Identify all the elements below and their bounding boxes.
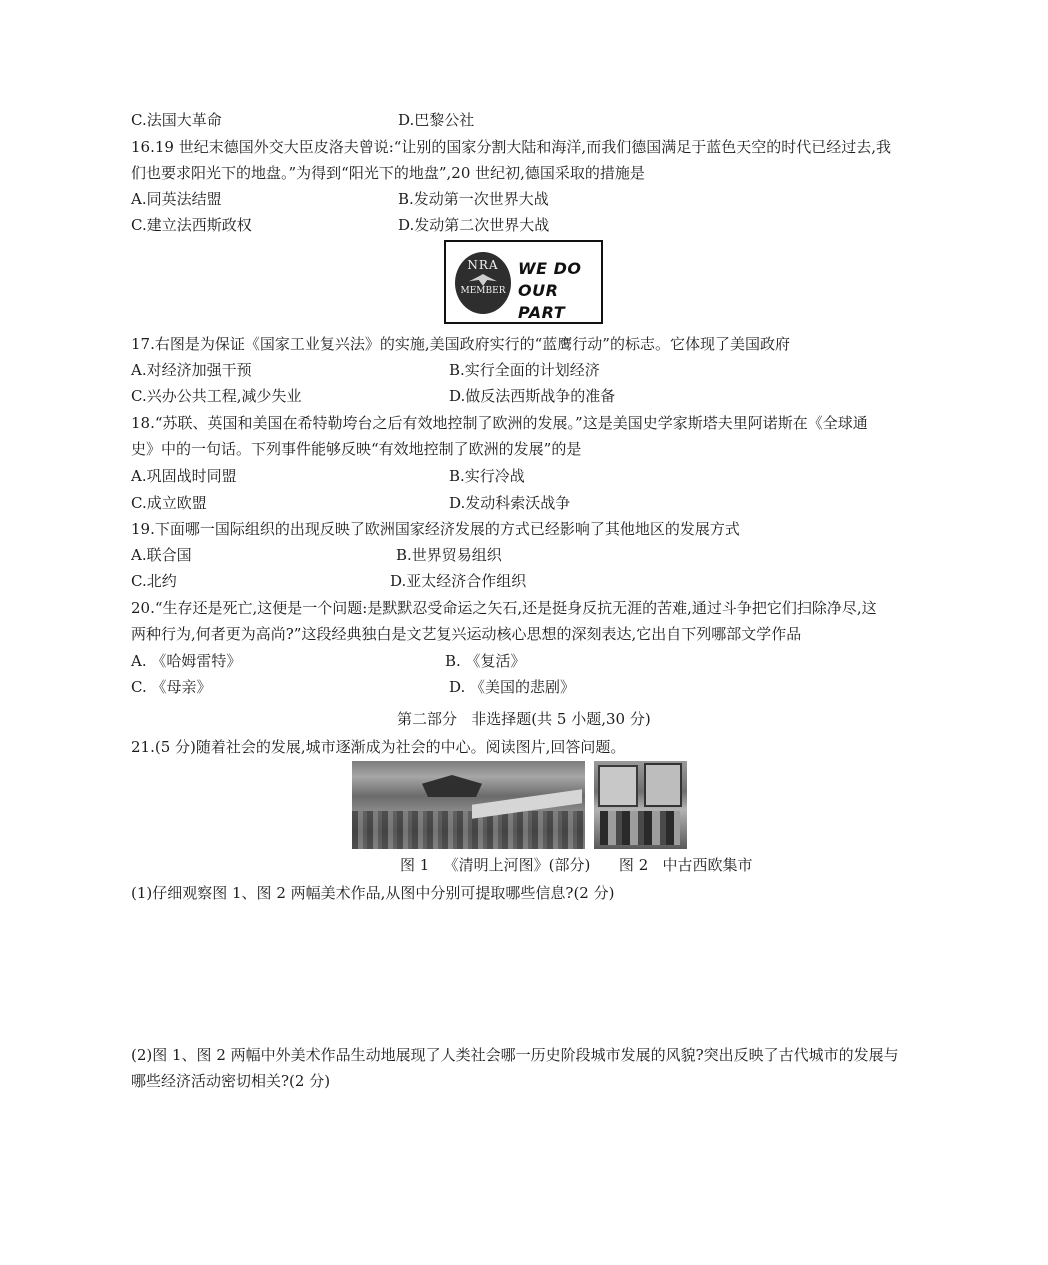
q16-stem-line1: 16.19 世纪末德国外交大臣皮洛夫曾说:“让别的国家分割大陆和海洋,而我们德国满足于蓝色天空的时代已经过去,我 xyxy=(131,138,891,156)
nra-slogan-line1: WE DO xyxy=(518,259,582,278)
figure-2-crowd xyxy=(600,811,680,845)
q21-sub2-line1: (2)图 1、图 2 两幅中外美术作品生动地展现了人类社会哪一历史阶段城市发展的风貌?突出反映了古代城市的发展与 xyxy=(131,1046,899,1064)
figure-1-qingming-painting xyxy=(352,761,585,849)
q18-stem-line1: 18.“苏联、英国和美国在希特勒垮台之后有效地控制了欧洲的发展。”这是美国史学家斯塔夫里阿诺斯在《全球通 xyxy=(131,414,868,432)
q18-option-b: B.实行冷战 xyxy=(449,467,525,485)
nra-slogan xyxy=(518,258,598,324)
q15-option-d: D.巴黎公社 xyxy=(398,111,475,129)
q20-option-b: B. 《复活》 xyxy=(445,652,526,670)
figure-caption: 图 1 《清明上河图》(部分) 图 2 中古西欧集市 xyxy=(400,856,753,874)
part2-title: 第二部分 非选择题(共 5 小题,30 分) xyxy=(397,710,651,728)
nra-seal-bottom-text: MEMBER xyxy=(460,286,506,296)
q16-option-c: C.建立法西斯政权 xyxy=(131,216,252,234)
eagle-icon xyxy=(469,274,497,286)
q20-stem-line1: 20.“生存还是死亡,这便是一个问题:是默默忍受命运之矢石,还是挺身反抗无涯的苦难,通过斗争把它们扫除净尽,这 xyxy=(131,599,877,617)
q17-option-b: B.实行全面的计划经济 xyxy=(449,361,600,379)
figure-2-medieval-market xyxy=(594,761,687,849)
nra-slogan-line2: OUR PART xyxy=(518,281,566,322)
figure-2-house-right xyxy=(644,763,682,807)
nra-seal-top-text: NRA xyxy=(467,258,499,272)
q16-stem-line2: 们也要求阳光下的地盘。”为得到“阳光下的地盘”,20 世纪初,德国采取的措施是 xyxy=(131,164,645,182)
q17-option-d: D.做反法西斯战争的准备 xyxy=(449,387,616,405)
q21-stem: 21.(5 分)随着社会的发展,城市逐渐成为社会的中心。阅读图片,回答问题。 xyxy=(131,738,626,756)
q19-option-d: D.亚太经济合作组织 xyxy=(390,572,527,590)
q17-option-c: C.兴办公共工程,减少失业 xyxy=(131,387,302,405)
q20-option-d: D. 《美国的悲剧》 xyxy=(449,678,576,696)
q20-option-a: A. 《哈姆雷特》 xyxy=(131,652,242,670)
q16-option-b: B.发动第一次世界大战 xyxy=(398,190,549,208)
figure-1-pavilion xyxy=(422,775,482,797)
nra-seal-icon xyxy=(455,252,511,314)
q19-option-b: B.世界贸易组织 xyxy=(396,546,502,564)
q16-option-d: D.发动第二次世界大战 xyxy=(398,216,550,234)
q20-option-c: C. 《母亲》 xyxy=(131,678,212,696)
q19-option-c: C.北约 xyxy=(131,572,177,590)
figure-1-trees xyxy=(352,811,585,849)
q19-stem: 19.下面哪一国际组织的出现反映了欧洲国家经济发展的方式已经影响了其他地区的发展方式 xyxy=(131,520,740,538)
q19-option-a: A.联合国 xyxy=(131,546,192,564)
q17-stem: 17.右图是为保证《国家工业复兴法》的实施,美国政府实行的“蓝鹰行动”的标志。它体现了美国政府 xyxy=(131,335,790,353)
q18-option-a: A.巩固战时同盟 xyxy=(131,467,237,485)
q15-option-c: C.法国大革命 xyxy=(131,111,222,129)
figure-2-house-left xyxy=(598,765,638,807)
q20-stem-line2: 两种行为,何者更为高尚?”这段经典独白是文艺复兴运动核心思想的深刻表达,它出自下列哪部文学作品 xyxy=(131,625,802,643)
q21-sub1: (1)仔细观察图 1、图 2 两幅美术作品,从图中分别可提取哪些信息?(2 分) xyxy=(131,884,615,902)
q21-sub2-line2: 哪些经济活动密切相关?(2 分) xyxy=(131,1072,331,1090)
q16-option-a: A.同英法结盟 xyxy=(131,190,222,208)
nra-blue-eagle-logo xyxy=(444,240,603,324)
q18-option-d: D.发动科索沃战争 xyxy=(449,494,571,512)
q18-option-c: C.成立欧盟 xyxy=(131,494,207,512)
q17-option-a: A.对经济加强干预 xyxy=(131,361,252,379)
q18-stem-line2: 史》中的一句话。下列事件能够反映“有效地控制了欧洲的发展”的是 xyxy=(131,440,582,458)
